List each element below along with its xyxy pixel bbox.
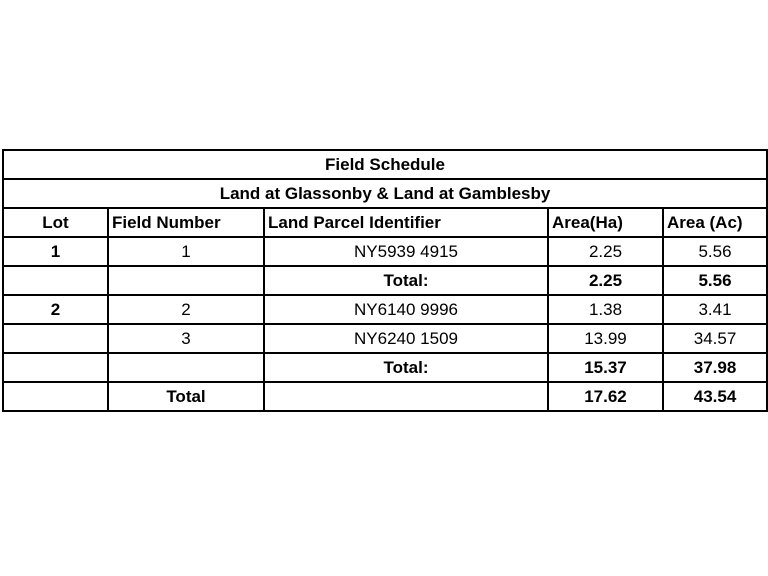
table-row bbox=[3, 295, 767, 324]
area-ac-total-cell: 37.98 bbox=[663, 353, 767, 382]
field-number-cell: 1 bbox=[108, 237, 264, 266]
table-row bbox=[3, 324, 767, 353]
lot-cell: 2 bbox=[3, 295, 108, 324]
field-number-cell bbox=[108, 353, 264, 382]
table-title: Field Schedule bbox=[3, 150, 767, 179]
header-area-ac: Area (Ac) bbox=[663, 208, 767, 237]
table-row-grand-total bbox=[3, 382, 767, 411]
grand-total-label-cell: Total bbox=[108, 382, 264, 411]
header-lot: Lot bbox=[3, 208, 108, 237]
title-row bbox=[3, 150, 767, 179]
area-ha-cell: 2.25 bbox=[548, 237, 663, 266]
land-parcel-id-cell: NY6140 9996 bbox=[264, 295, 548, 324]
area-ha-cell: 13.99 bbox=[548, 324, 663, 353]
area-ha-cell: 1.38 bbox=[548, 295, 663, 324]
area-ha-total-cell: 2.25 bbox=[548, 266, 663, 295]
area-ac-grand-total-cell: 43.54 bbox=[663, 382, 767, 411]
total-label-cell: Total: bbox=[264, 353, 548, 382]
header-field-number: Field Number bbox=[108, 208, 264, 237]
header-row bbox=[3, 208, 767, 237]
area-ha-grand-total-cell: 17.62 bbox=[548, 382, 663, 411]
area-ac-cell: 3.41 bbox=[663, 295, 767, 324]
table-row-subtotal bbox=[3, 266, 767, 295]
subtitle-row bbox=[3, 179, 767, 208]
lot-cell bbox=[3, 324, 108, 353]
field-number-cell: 2 bbox=[108, 295, 264, 324]
area-ha-total-cell: 15.37 bbox=[548, 353, 663, 382]
lot-cell bbox=[3, 353, 108, 382]
area-ac-cell: 5.56 bbox=[663, 237, 767, 266]
lot-cell: 1 bbox=[3, 237, 108, 266]
area-ac-cell: 34.57 bbox=[663, 324, 767, 353]
land-parcel-id-cell: NY6240 1509 bbox=[264, 324, 548, 353]
field-schedule-table bbox=[2, 149, 768, 412]
total-label-cell: Total: bbox=[264, 266, 548, 295]
field-number-cell: 3 bbox=[108, 324, 264, 353]
land-parcel-id-cell bbox=[264, 382, 548, 411]
land-parcel-id-cell: NY5939 4915 bbox=[264, 237, 548, 266]
header-land-parcel-identifier: Land Parcel Identifier bbox=[264, 208, 548, 237]
table-subtitle: Land at Glassonby & Land at Gamblesby bbox=[3, 179, 767, 208]
lot-cell bbox=[3, 266, 108, 295]
table-row-subtotal bbox=[3, 353, 767, 382]
field-number-cell bbox=[108, 266, 264, 295]
table-row bbox=[3, 237, 767, 266]
header-area-ha: Area(Ha) bbox=[548, 208, 663, 237]
area-ac-total-cell: 5.56 bbox=[663, 266, 767, 295]
lot-cell bbox=[3, 382, 108, 411]
